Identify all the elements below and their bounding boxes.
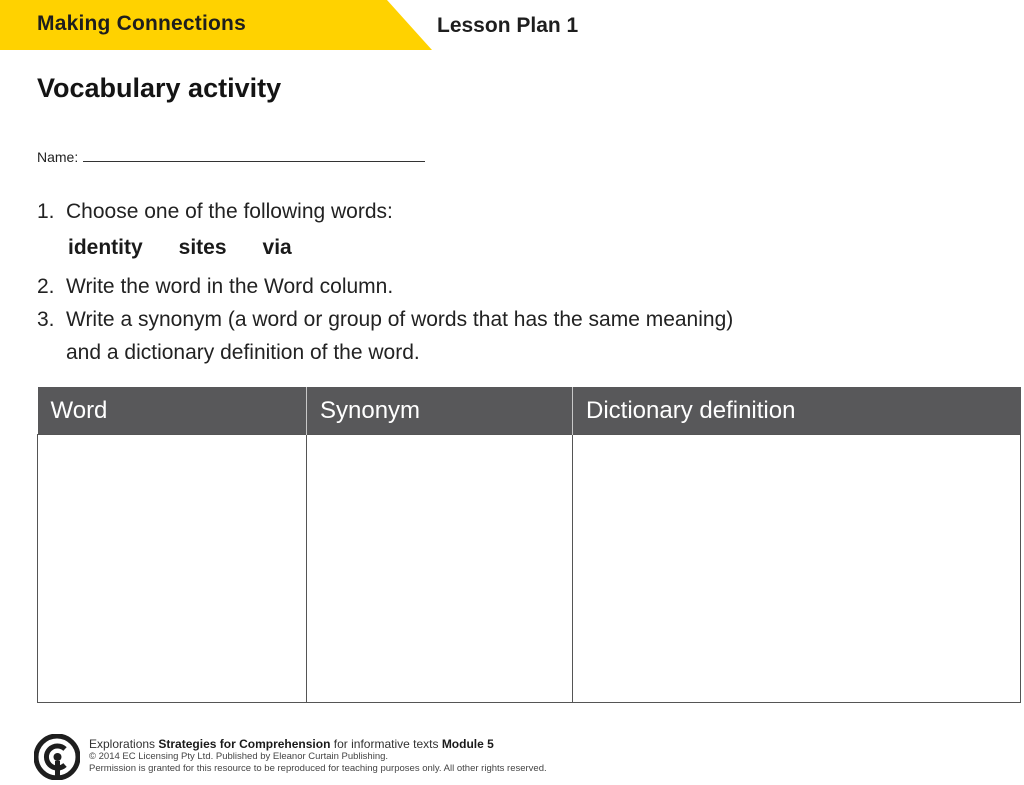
column-header-synonym: Synonym — [307, 387, 573, 435]
word-choices — [68, 236, 328, 260]
step-text: and a dictionary definition of the word. — [66, 341, 420, 364]
step-text: Choose one of the following words: — [66, 200, 393, 223]
step-number: 1. — [37, 200, 55, 223]
instruction-step-3 — [37, 309, 733, 330]
series-prefix: Explorations — [89, 737, 156, 751]
permission-text: Permission is granted for this resource to be reproduced for teaching purposes only. All other rights reserved. — [89, 763, 547, 774]
instruction-step-2 — [37, 276, 393, 297]
vocabulary-table — [37, 387, 1021, 703]
series-module: Module 5 — [441, 737, 494, 751]
table-header-row — [38, 387, 1021, 435]
word-choice: sites — [178, 236, 227, 259]
name-write-line — [83, 160, 425, 162]
column-header-dictionary-definition: Dictionary definition — [573, 387, 1021, 435]
synonym-cell[interactable] — [307, 435, 573, 703]
table-row — [38, 435, 1021, 703]
word-cell[interactable] — [38, 435, 307, 703]
footer-series-line — [89, 737, 547, 751]
name-field — [37, 149, 425, 165]
step-text: Write the word in the Word column. — [66, 275, 394, 298]
module-title: Making Connections — [37, 12, 246, 35]
ec-logo-icon — [34, 734, 80, 780]
page-title: Vocabulary activity — [37, 73, 282, 103]
instruction-step-3-continuation — [37, 342, 420, 363]
step-text: Write a synonym (a word or group of words that has the same meaning) — [66, 308, 734, 331]
name-label: Name: — [37, 149, 79, 165]
definition-cell[interactable] — [573, 435, 1021, 703]
step-number: 3. — [37, 308, 55, 331]
lesson-label: Lesson Plan 1 — [437, 14, 579, 37]
word-choice: identity — [68, 236, 143, 259]
step-number: 2. — [37, 275, 55, 298]
word-choice: via — [262, 236, 292, 259]
footer-text — [89, 737, 547, 775]
instruction-step-1 — [37, 201, 393, 222]
column-header-word: Word — [38, 387, 307, 435]
series-title: Strategies for Comprehension — [158, 737, 331, 751]
series-middle: for informative texts — [333, 737, 439, 751]
copyright-text: © 2014 EC Licensing Pty Ltd. Published by Eleanor Curtain Publishing. — [89, 751, 389, 762]
